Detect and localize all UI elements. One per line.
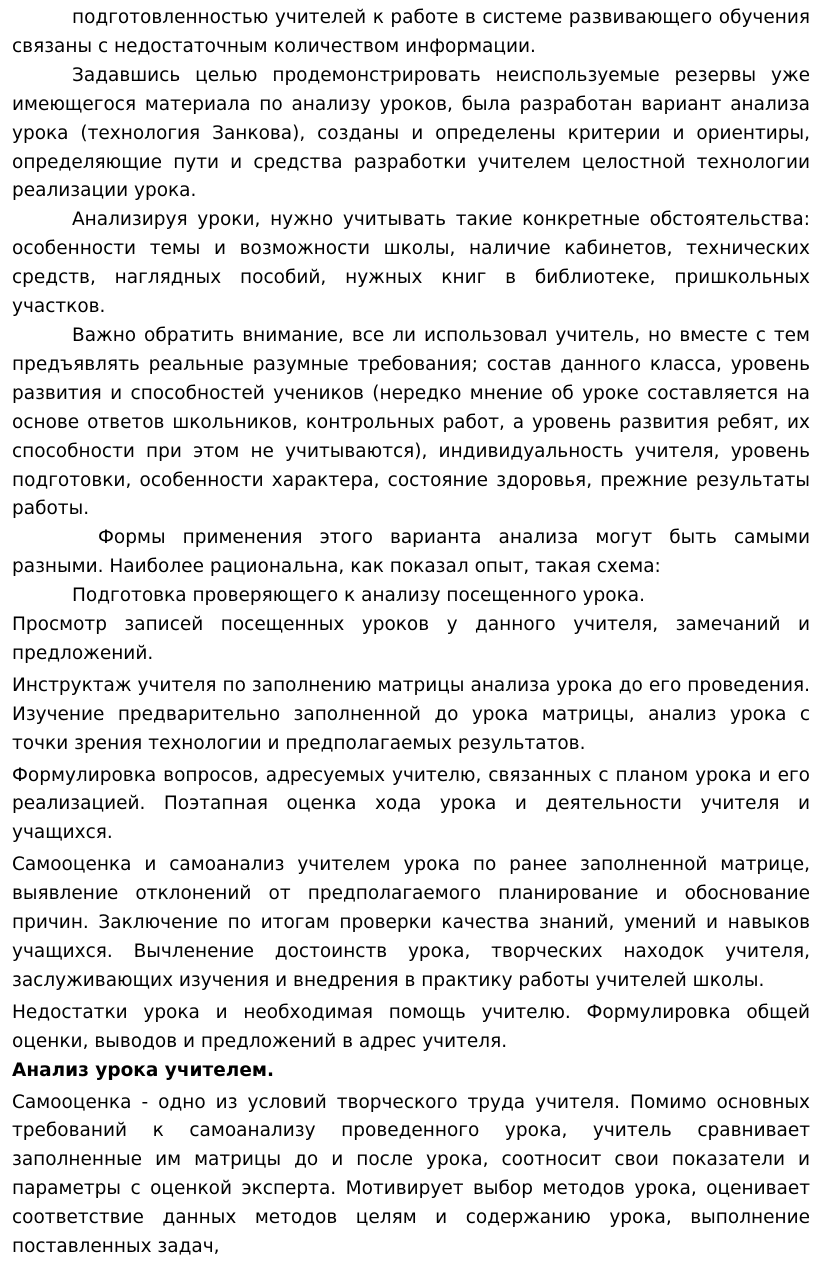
paragraph-preparation: Подготовка проверяющего к анализу посещенного урока. [72, 585, 646, 607]
step-review-records: Просмотр записей посещенных уроков у данного учителя, замечаний и предложений. [12, 614, 810, 664]
paragraph-forms: Формы применения этого варианта анализа могут быть самыми разными. Наиболее рациональна, как показал опыт, такая схема: [12, 527, 810, 578]
step-instruction: Инструктаж учителя по заполнению матрицы анализа урока до его проведения. Изучение предварительно заполненной до урока матрицы, анализ урока с точки зрения технологии и предполагаемых результатов. [12, 674, 810, 754]
section-heading: Анализ урока учителем. [12, 1059, 275, 1081]
paragraph-goal: Задавшись целью продемонстрировать неиспользуемые резервы уже имеющегося материала по анализу уроков, была разработан вариант анализа урока (технология Занкова), созданы и определены критерии и ориентиры, определяющие пути и средства разработки учителем целостной технологии реализации урока. [12, 64, 810, 202]
step-questions: Формулировка вопросов, адресуемых учителю, связанных с планом урока и его реализацией. Поэтапная оценка хода урока и деятельности учителя и учащихся. [12, 764, 810, 844]
paragraph-attention: Важно обратить внимание, все ли использовал учитель, но вместе с тем предъявлять реальные разумные требования; состав данного класса, уровень развития и способностей учеников (нередко мнение об уроке составляется на основе ответов школьников, контрольных работ, а уровень развития ребят, их способности при этом не учитываются), индивидуальность учителя, уровень подготовки, особенности характера, состояние здоровья, прежние результаты работы. [12, 324, 810, 520]
paragraph-continuation: подготовленностью учителей к работе в системе развивающего обучения связаны с недостаточным количеством информации. [12, 7, 810, 57]
step-shortcomings: Недостатки урока и необходимая помощь учителю. Формулировка общей оценки, выводов и предложений в адрес учителя. [12, 1001, 810, 1052]
document-page [12, 4, 810, 1262]
paragraph-circumstances: Анализируя уроки, нужно учитывать такие конкретные обстоятельства: особенности темы и возможности школы, наличие кабинетов, технических средств, наглядных пособий, нужных книг в библиотеке, пришкольных участков. [12, 209, 810, 318]
step-self-assessment: Самооценка и самоанализ учителем урока по ранее заполненной матрице, выявление отклонений от предполагаемого планирование и обоснование причин. Заключение по итогам проверки качества знаний, умений и навыков учащихся. Вычленение достоинств урока, творческих находок учителя, заслуживающих изучения и внедрения в практику работы учителей школы. [12, 854, 810, 991]
section-paragraph: Самооценка - одно из условий творческого труда учителя. Помимо основных требований к самоанализу проведенного урока, учитель сравнивает заполненные им матрицы до и после урока, соотносит свои показатели и параметры с оценкой эксперта. Мотивирует выбор методов урока, оценивает соответствие данных методов целям и содержанию урока, выполнение поставленных задач, [12, 1091, 810, 1258]
